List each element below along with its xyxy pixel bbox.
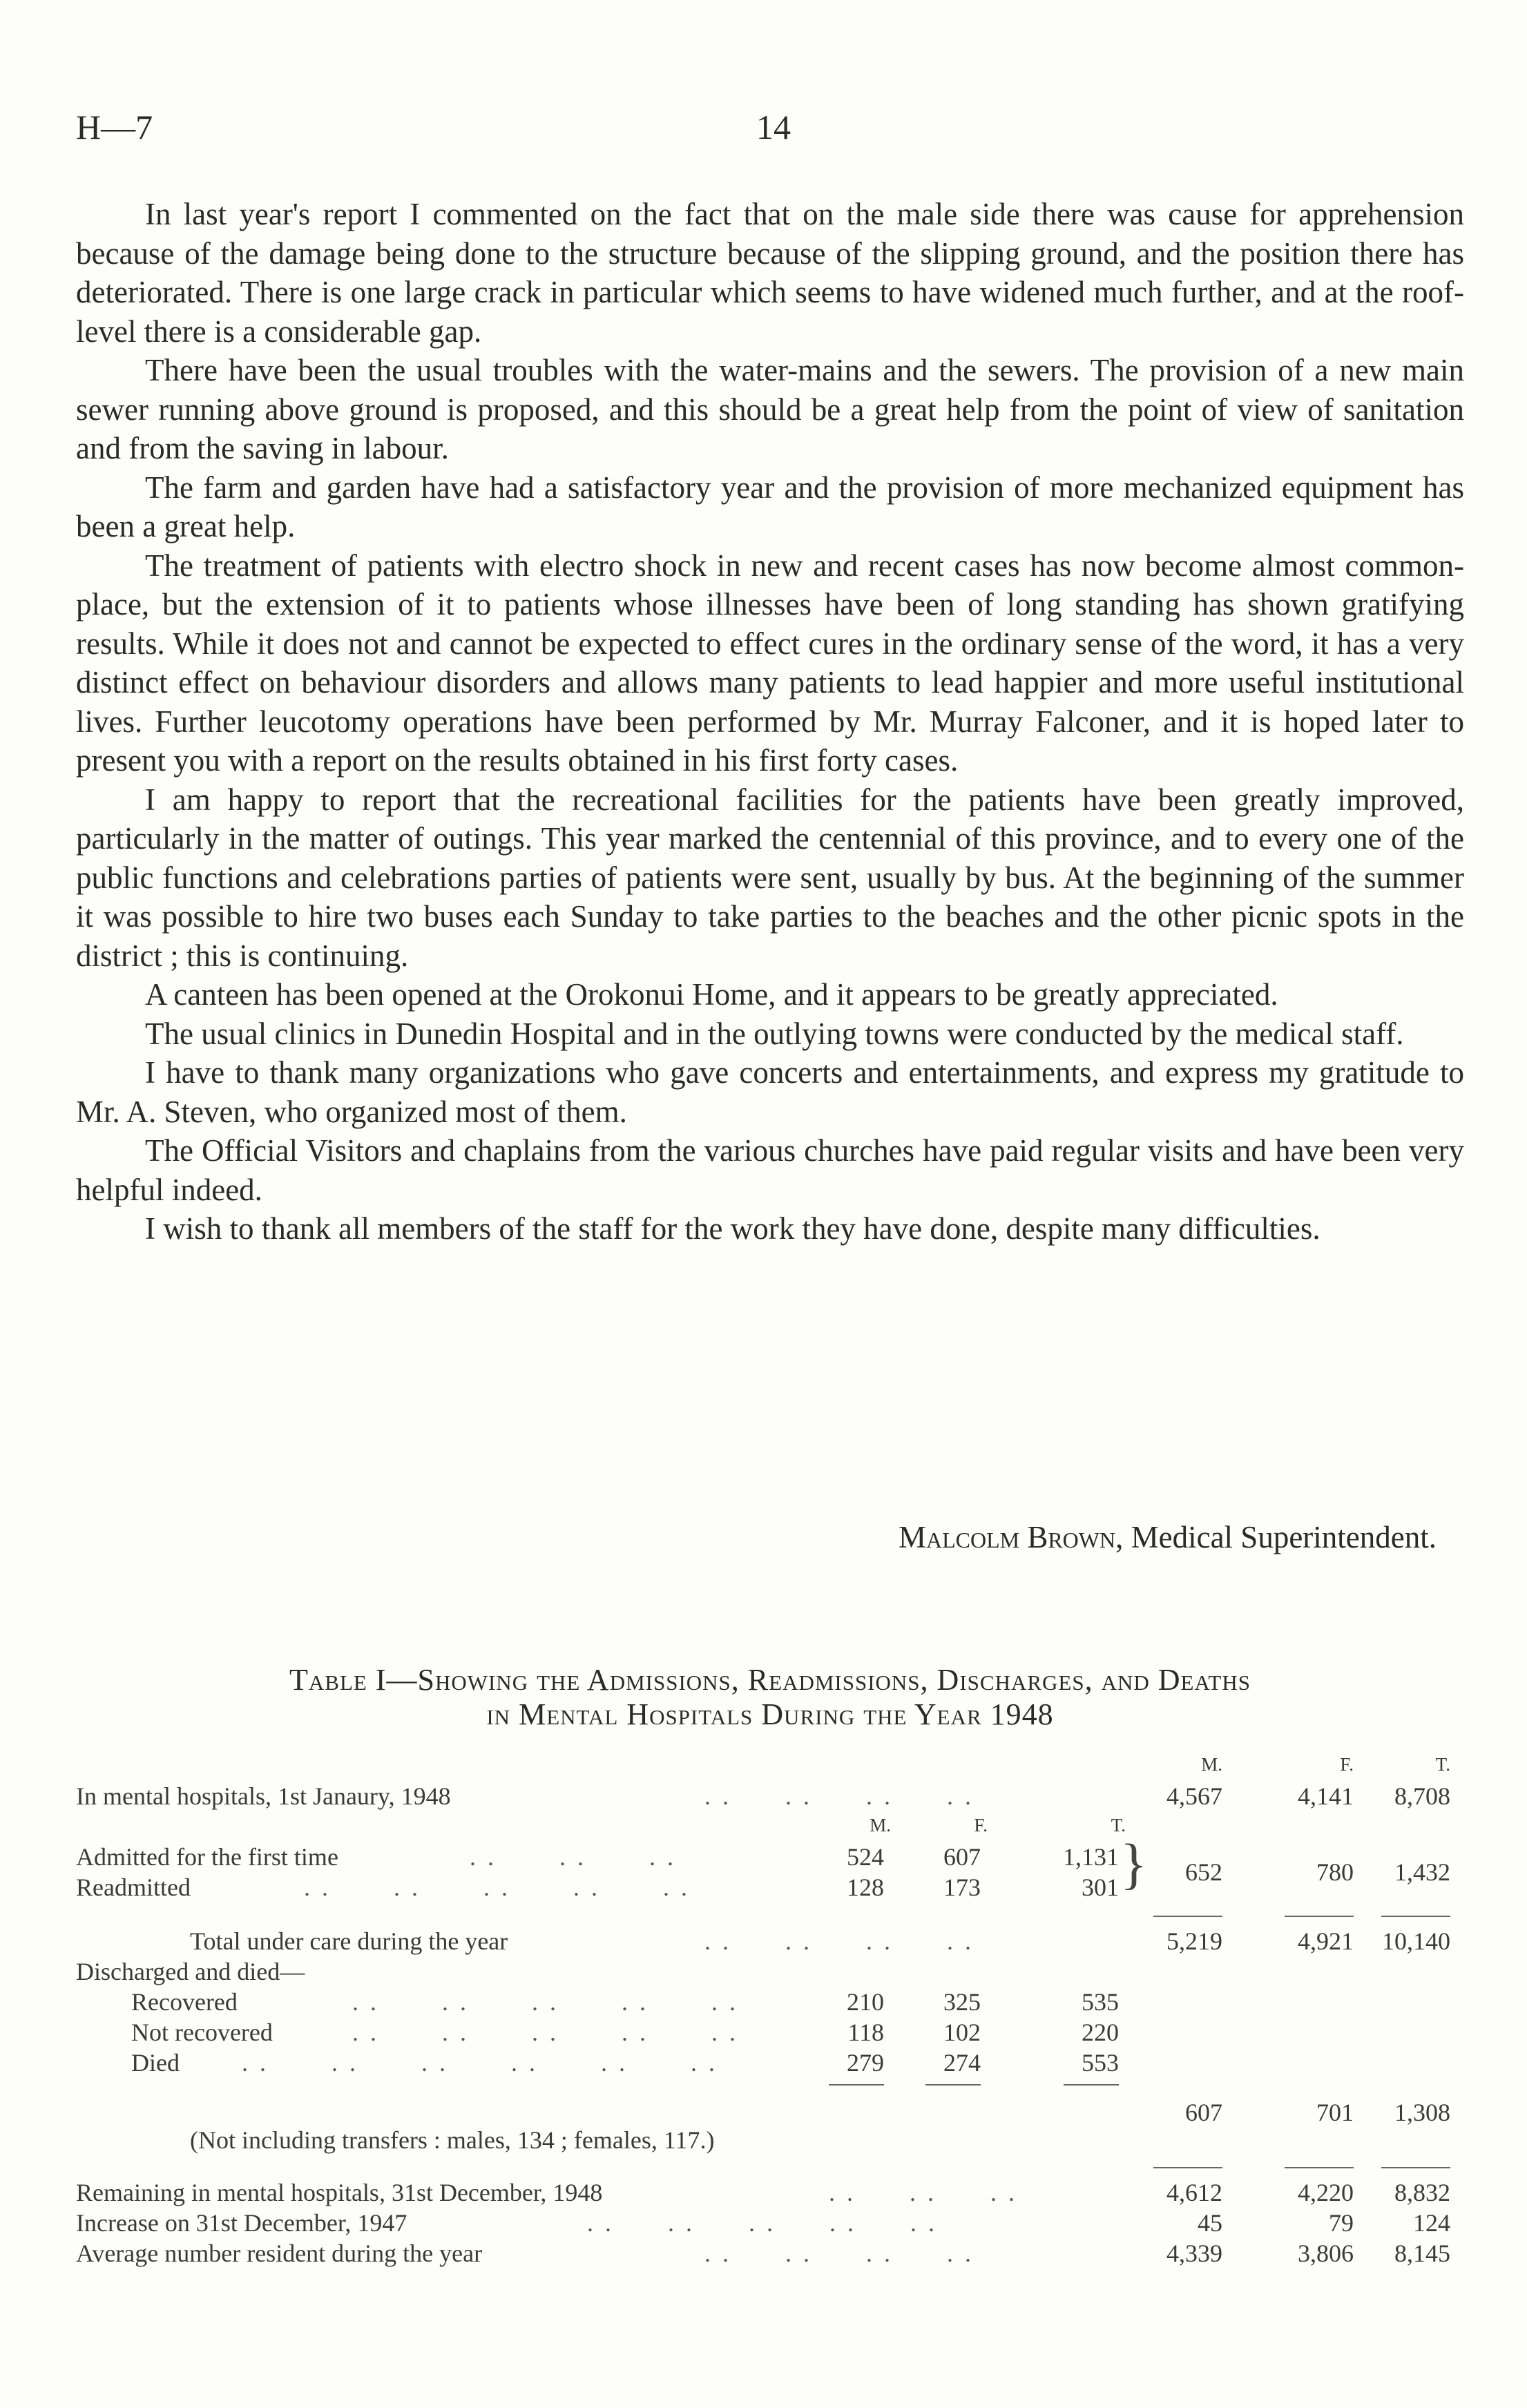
brace-icon: }	[1120, 1832, 1148, 1895]
cell-f: 173	[943, 1874, 981, 1901]
col-header-f: F.	[974, 1815, 988, 1836]
table-row	[76, 2239, 1464, 2269]
cell-t: 301	[1082, 1874, 1119, 1901]
paragraph: The Official Visitors and chaplains from the various churches have paid regular visits and have been very helpful indeed.	[76, 1133, 1464, 1207]
cell-t: 1,432	[1394, 1858, 1450, 1886]
report-body	[76, 195, 1464, 1249]
paragraph: The treatment of patients with electro shock in new and recent cases has now become almost common-place, but the extension of it to patients whose illnesses have been of long standing has shown gratifying results. While it does not and cannot be expected to effect cures in the ordinary sense of the word, it has a very distinct effect on behaviour disorders and allows many patients to lead happier and more useful institutional lives. Further leucotomy operations have been performed by Mr. Murray Falconer, and it is hoped later to present you with a report on the results obtained in his first forty cases.	[76, 548, 1464, 778]
table-row	[76, 1927, 1464, 1957]
cell-m: 4,339	[1166, 2240, 1222, 2267]
cell-m: 45	[1198, 2209, 1222, 2237]
page-header	[76, 107, 1464, 148]
row-label: Average number resident during the year	[76, 2240, 483, 2267]
cell-t: 8,832	[1394, 2179, 1450, 2206]
table-row	[76, 2018, 1464, 2048]
table-row	[76, 2126, 1464, 2156]
table-row	[76, 2178, 1464, 2208]
table-row	[76, 1957, 1464, 1987]
cell-m: 4,567	[1166, 1782, 1222, 1810]
paragraph: I am happy to report that the recreational facilities for the patients have been greatly improved, particularly in the matter of outings. This year marked the centennial of this province, and to every one of the public functions and celebrations parties of patients were sent, usually by bus. At the beginning of the summer it was possible to hire two buses each Sunday to take parties to the beaches and the other picnic spots in the district ; this is continuing.	[76, 782, 1464, 973]
table-row	[76, 2098, 1464, 2128]
table-title-line-2: in Mental Hospitals During the Year 1948	[486, 1697, 1054, 1731]
divider	[1153, 2167, 1222, 2168]
leader-dots: . . . . . . . . . .	[352, 2019, 738, 2046]
divider	[925, 2084, 981, 2086]
divider	[1285, 2167, 1354, 2168]
signature	[691, 1519, 1437, 1555]
leader-dots: . . . . . . . . . .	[587, 2209, 937, 2237]
leader-dots: . . . . . .	[829, 2179, 1017, 2206]
cell-t: 553	[1082, 2049, 1119, 2077]
section-heading: Discharged and died—	[76, 1958, 305, 1985]
paragraph: In last year's report I commented on the fact that on the male side there was cause for apprehension because of the damage being done to the structure because of the slipping ground, and the position there has deteriorated. There is one large crack in particular which seems to have widened much further, and at the roof-level there is a considerable gap.	[76, 197, 1464, 349]
transfers-note: (Not including transfers : males, 134 ; females, 117.)	[190, 2126, 715, 2154]
cell-f: 4,220	[1298, 2179, 1354, 2206]
cell-f: 102	[943, 2019, 981, 2046]
leader-dots: . . . . . .	[470, 1843, 676, 1871]
cell-f: 325	[943, 1988, 981, 2016]
leader-dots: . . . . . . . .	[704, 2240, 974, 2267]
leader-dots: . . . . . . . . . . . .	[242, 2049, 718, 2077]
cell-f: 780	[1316, 1858, 1354, 1886]
cell-m: 5,219	[1166, 1927, 1222, 1955]
row-label: Remaining in mental hospitals, 31st December, 1948	[76, 2179, 603, 2206]
paragraph: The farm and garden have had a satisfactory year and the provision of more mechanized equipment has been a great help.	[76, 470, 1464, 543]
cell-m: 210	[847, 1988, 884, 2016]
table-title	[76, 1663, 1464, 1732]
row-label: Not recovered	[131, 2019, 273, 2046]
cell-t: 8,145	[1394, 2240, 1450, 2267]
col-header-t: T.	[1111, 1815, 1126, 1836]
cell-f: 4,921	[1298, 1927, 1354, 1955]
paragraph: There have been the usual troubles with the water-mains and the sewers. The provision of a new main sewer running above ground is proposed, and this should be a great help from the point of view of sanitation and from the saving in labour.	[76, 353, 1464, 465]
signatory-name: Malcolm Brown,	[898, 1520, 1124, 1554]
leader-dots: . . . . . . . . . .	[352, 1988, 738, 2016]
cell-m: 118	[847, 2019, 884, 2046]
detail-header-row	[76, 1815, 1464, 1845]
divider	[1381, 2167, 1450, 2168]
row-label: Recovered	[131, 1988, 238, 2016]
row-label: In mental hospitals, 1st Janaury, 1948	[76, 1782, 451, 1810]
divider	[1153, 1916, 1222, 1917]
table-title-line-1: Table I—Showing the Admissions, Readmissions, Discharges, and Deaths	[289, 1663, 1251, 1697]
leader-dots: . . . . . . . . . .	[304, 1874, 690, 1901]
cell-t: 8,708	[1394, 1782, 1450, 1810]
cell-f: 79	[1329, 2209, 1354, 2237]
row-label: Admitted for the first time	[76, 1843, 338, 1871]
cell-t: 10,140	[1382, 1927, 1450, 1955]
cell-f: 274	[943, 2049, 981, 2077]
table-row	[76, 2048, 1464, 2079]
cell-m: 128	[847, 1874, 884, 1901]
cell-t: 220	[1082, 2019, 1119, 2046]
cell-m: 607	[1185, 2099, 1222, 2126]
table-row	[76, 1858, 1464, 1888]
paragraph: I wish to thank all members of the staff for the work they have done, despite many difficulties.	[145, 1211, 1320, 1246]
cell-t: 535	[1082, 1988, 1119, 2016]
cell-f: 607	[943, 1843, 981, 1871]
cell-t: 1,308	[1394, 2099, 1450, 2126]
col-header-f: F.	[1340, 1754, 1354, 1775]
summary-header-row	[76, 1754, 1464, 1784]
cell-f: 3,806	[1298, 2240, 1354, 2267]
cell-m: 4,612	[1166, 2179, 1222, 2206]
table-row	[76, 1987, 1464, 2018]
row-label: Readmitted	[76, 1874, 191, 1901]
document-code: H—7	[76, 108, 153, 146]
row-label: Increase on 31st December, 1947	[76, 2209, 407, 2237]
cell-t: 1,131	[1063, 1843, 1119, 1871]
divider	[1285, 1916, 1354, 1917]
table-row	[76, 2208, 1464, 2239]
cell-m: 279	[847, 2049, 884, 2077]
signatory-title: Medical Superintendent.	[1131, 1520, 1437, 1554]
cell-m: 524	[847, 1843, 884, 1871]
col-header-m: M.	[1201, 1754, 1222, 1775]
leader-dots: . . . . . . . .	[704, 1782, 974, 1810]
paragraph: I have to thank many organizations who gave concerts and entertainments, and express my gratitude to Mr. A. Steven, who organized most of them.	[76, 1055, 1464, 1129]
cell-f: 4,141	[1298, 1782, 1354, 1810]
col-header-t: T.	[1435, 1754, 1450, 1775]
cell-f: 701	[1316, 2099, 1354, 2126]
page-number: 14	[756, 108, 791, 146]
row-label: Died	[131, 2049, 180, 2077]
divider	[1381, 1916, 1450, 1917]
divider	[1064, 2084, 1119, 2086]
paragraph: The usual clinics in Dunedin Hospital and in the outlying towns were conducted by the medical staff.	[145, 1016, 1404, 1051]
paragraph: A canteen has been opened at the Orokonui Home, and it appears to be greatly appreciated.	[145, 977, 1278, 1012]
col-header-m: M.	[870, 1815, 891, 1836]
divider	[829, 2084, 884, 2086]
cell-m: 652	[1185, 1858, 1222, 1886]
cell-t: 124	[1413, 2209, 1450, 2237]
row-label: Total under care during the year	[190, 1927, 508, 1955]
leader-dots: . . . . . . . .	[704, 1927, 974, 1955]
table-row	[76, 1782, 1464, 1812]
